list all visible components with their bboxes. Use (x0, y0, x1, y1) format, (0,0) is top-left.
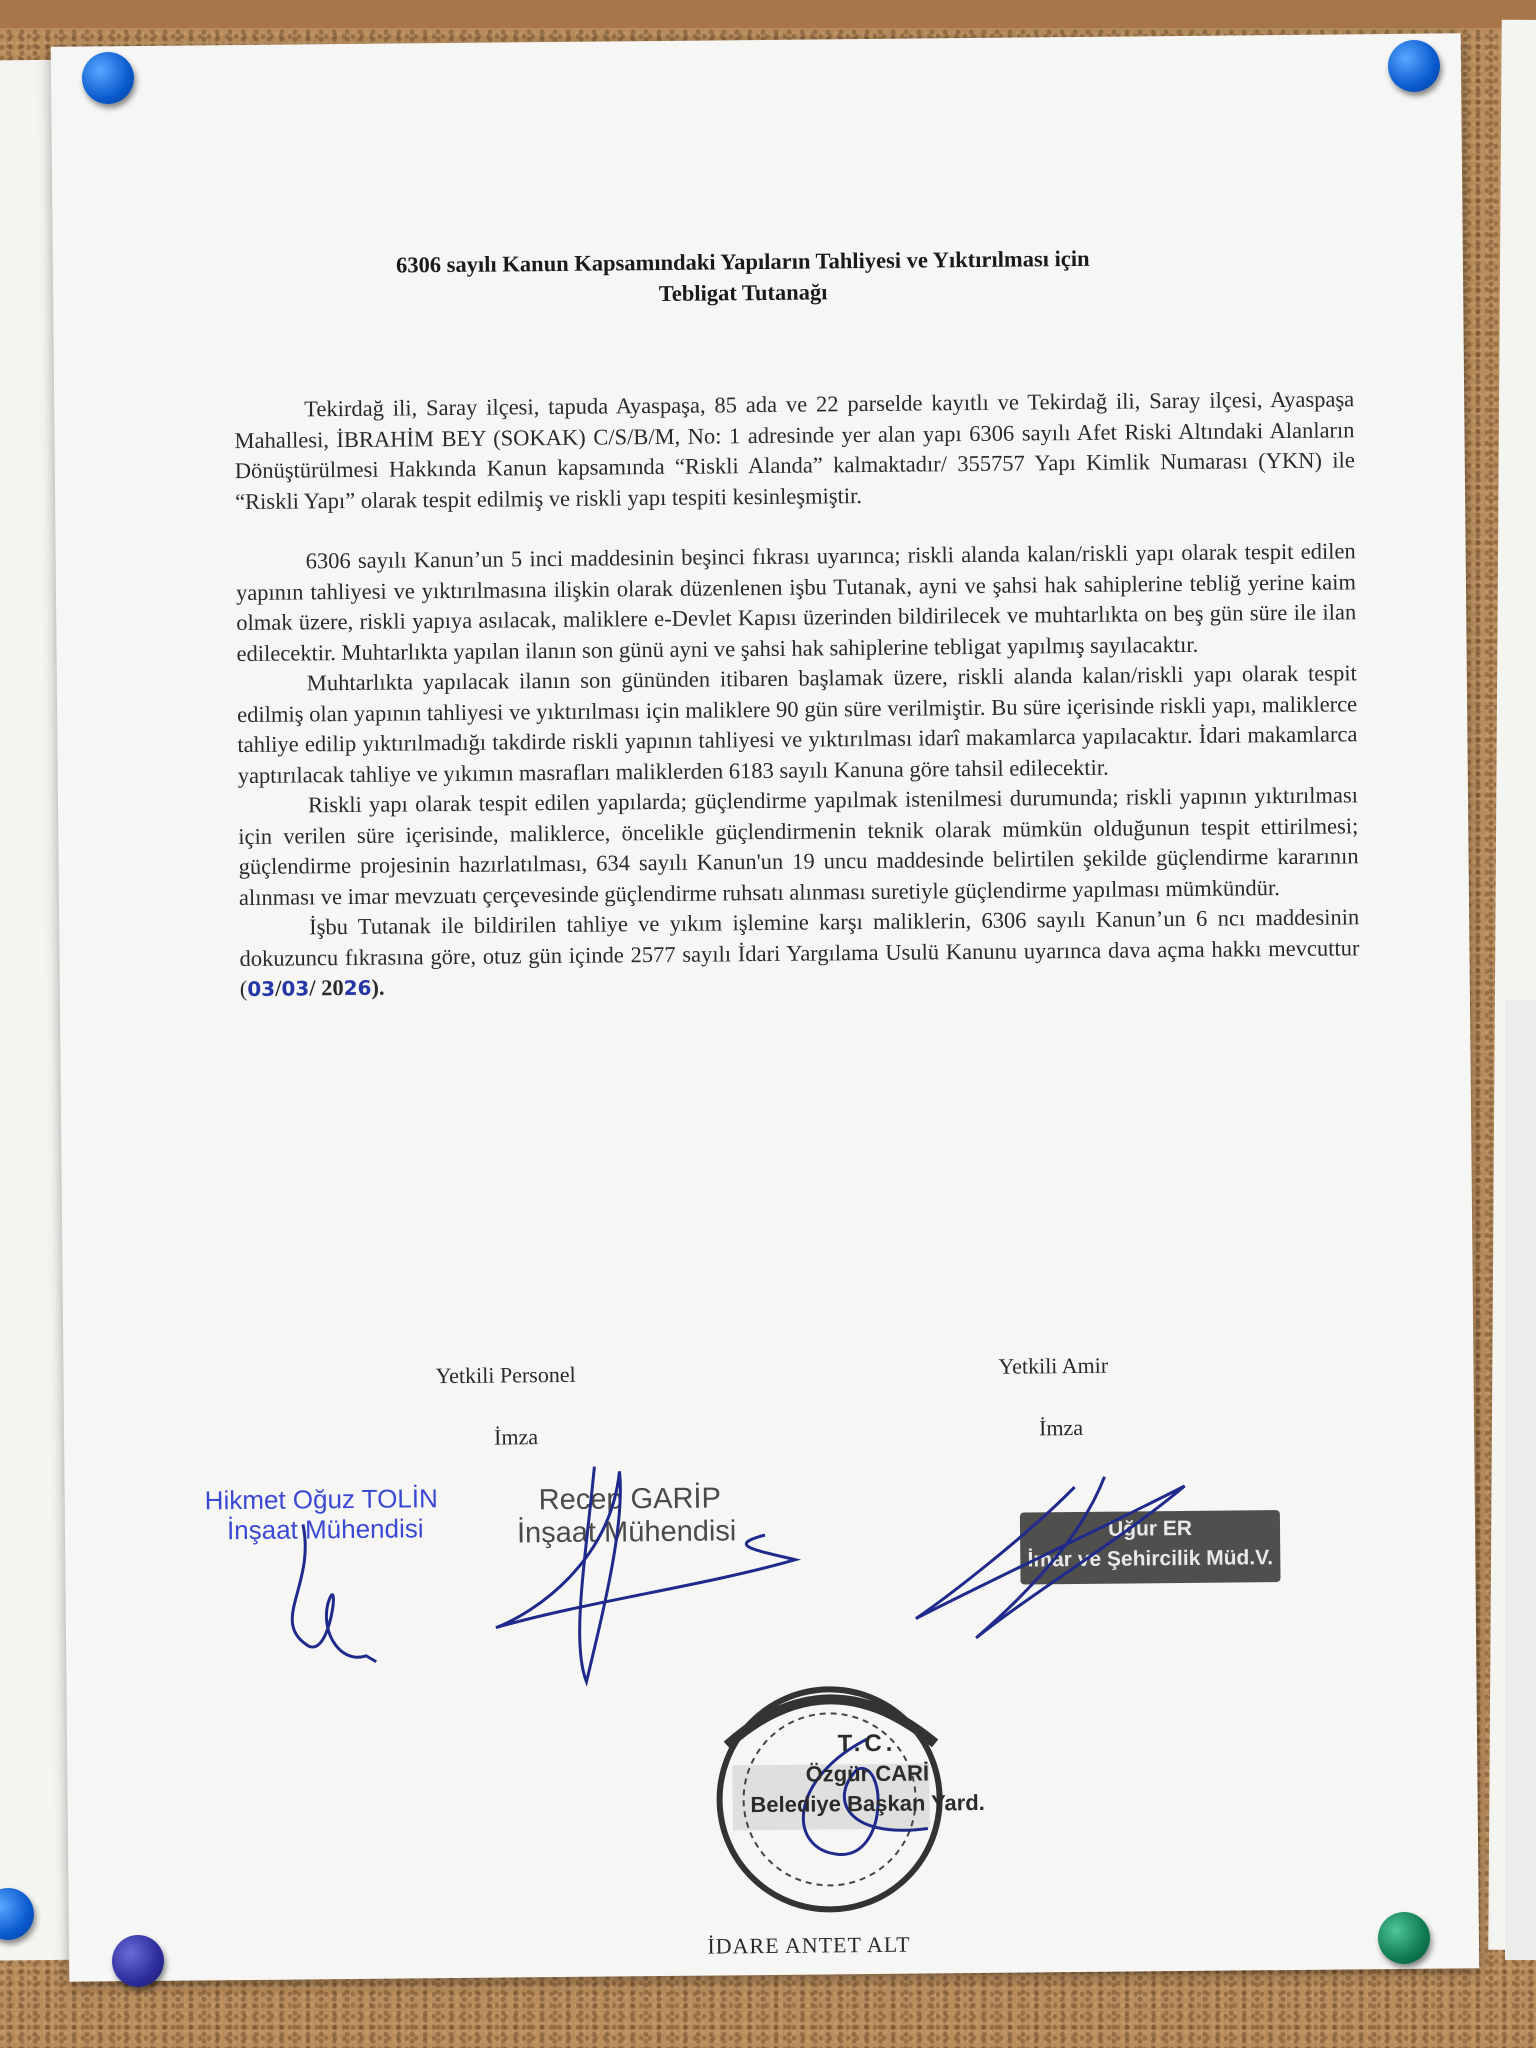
signatures-and-seal-graphics (51, 33, 1480, 1981)
paragraph-1: Tekirdağ ili, Saray ilçesi, tapuda Ayaspaşa, 85 ada ve 22 parselde kayıtlı ve Tekirdağ ili, Saray ilçesi, Ayaspaşa Mahallesi, İBRAHİM BEY (SOKAK) C/S/B/M, No: 1 adresinde yer alan yapı 6306 sayılı Afet Riski Altındaki Alanların Dönüştürülmesi Hakkında Kanun kapsamında “Riskli Alanda” kalmaktadır/ 355757 Yapı Kimlik Numarası (YKN) ile “Riskli Yapı” olarak tespit edilmiş ve riskli yapı tespiti kesinleşmiştir. (234, 386, 1355, 514)
paragraph-3: Muhtarlıkta yapılacak ilanın son gününden itibaren başlamak üzere, riskli alanda kalan/riskli yapı olarak tespit edilmiş olan yapının tahliyesi ve yıktırılması için maliklere 90 gün süre verilmiştir. Bu süre içerisinde riskli yapı, maliklerce tahliye edilip yıktırılmadığı takdirde riskli yapının tahliyesi ve yıktırılması idarî makamlarca yapılacaktır. İdari makamlarca yaptırılacak tahliye ve yıkımın masrafları maliklerden 6183 sayılı Kanuna göre tahsil edilecektir. (237, 660, 1358, 788)
stamp-2-title: İnşaat Mühendisi (516, 1515, 737, 1550)
push-pin-icon (112, 1935, 164, 1987)
title-line-2: Tebligat Tutanağı (658, 279, 828, 306)
authorized-personnel-heading: Yetkili Personel (435, 1361, 576, 1389)
paragraph-2: 6306 sayılı Kanun’un 5 inci maddesinin beşinci fıkrası uyarınca; riskli alanda kalan/riskli yapı olarak tespit edilen yapının tahliyesi ve yıktırılmasına ilişkin olarak düzenlenen işbu Tutanak, ayni ve şahsi hak sahiplerine tebliğ yerine kaim olmak üzere, riskli yapıya asılacak, maliklere e-Devlet Kapısı üzerinden bildirilecek ve muhtarlıkta on beş gün süre ile ilan edilecektir. Muhtarlıkta yapılan ilanın son günü ayni ve şahsi hak sahiplerine tebligat yapılmış sayılacaktır. (235, 538, 1357, 666)
document-footer: İDARE ANTET ALT (707, 1931, 911, 1959)
seal-tc: T.C. (837, 1729, 897, 1758)
signature-label-right: İmza (1038, 1414, 1084, 1441)
signature-2-scribble (494, 1465, 796, 1683)
date-year-suffix: 26 (343, 975, 372, 1001)
signature-3-scribble (915, 1476, 1187, 1639)
title-line-1: 6306 sayılı Kanun Kapsamındaki Yapıların Tahliyesi ve Yıktırılması için (395, 245, 1090, 278)
seal-title: Belediye Başkan Yard. (750, 1789, 985, 1818)
stamp-3-name: Uğur ER (1107, 1516, 1193, 1541)
signature-label-left: İmza (493, 1424, 539, 1450)
stamp-1-title: İnşaat Mühendisi (226, 1513, 424, 1546)
stamp-1-name: Hikmet Oğuz TOLİN (204, 1483, 438, 1516)
stamp-3-title: İmar ve Şehircilik Müd.V. (1027, 1546, 1274, 1572)
push-pin-icon (1388, 40, 1440, 92)
date-close: ). (371, 974, 385, 1000)
paragraph-4: Riskli yapı olarak tespit edilen yapılarda; güçlendirme yapılmak istenilmesi durumunda; riskli yapının yıktırılması için verilen süre içerisinde, maliklerce, öncelikle güçlendirmenin teknik olarak mümkün olduğunun tespit ettirilmesi; güçlendirme projesinin hazırlatılması, 634 sayılı Kanun'un 19 uncu maddesinde belirtilen şekilde güçlendirme kararının alınması ve imar mevzuatı çerçevesinde güçlendirme ruhsatı alınması suretiyle güçlendirme yapılması mümkündür. (238, 782, 1359, 910)
date-day: 03 (247, 976, 276, 1001)
push-pin-icon (1378, 1912, 1430, 1964)
authorized-supervisor-heading: Yetkili Amir (998, 1352, 1109, 1379)
push-pin-icon (82, 52, 134, 104)
date-year-prefix: / 20 (309, 975, 344, 1001)
paragraph-5: İşbu Tutanak ile bildirilen tahliye ve yıkım işlemine karşı maliklerin, 6306 sayılı Kanun’un 6 ncı maddesinin dokuzuncu fıkrasına göre, otuz gün içinde 2577 sayılı İdari Yargılama Usulü Kanunu uyarınca dava açma hakkı mevcuttur (03/03/ 2026). (239, 904, 1360, 1002)
date-month: 03 (281, 976, 310, 1001)
seal-name: Özgür CARİ (805, 1760, 930, 1787)
board-frame (0, 0, 1536, 28)
paragraph-5-text: İşbu Tutanak ile bildirilen tahliye ve yıkım işlemine karşı maliklerin, 6306 sayılı Kanun’un 6 ncı maddesinin dokuzuncu fıkrasına göre, otuz gün içinde 2577 sayılı İdari Yargılama Usulü Kanunu uyarınca dava açma hakkı mevcuttur ( (239, 904, 1360, 1002)
adjacent-sheet-right-lower (1505, 1000, 1536, 1960)
signature-1-scribble (291, 1524, 376, 1663)
stamp-2-name: Recep GARİP (538, 1482, 722, 1517)
seal-text (717, 1728, 1018, 1821)
notice-document (51, 33, 1480, 1981)
